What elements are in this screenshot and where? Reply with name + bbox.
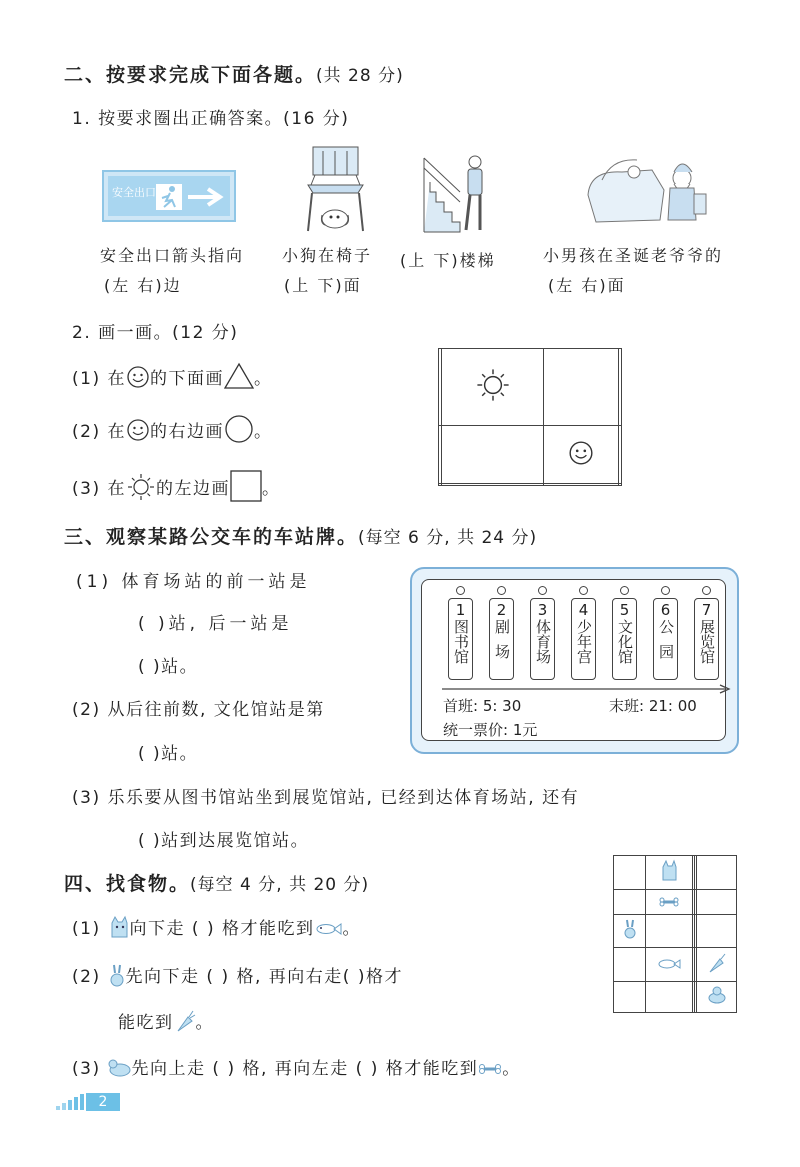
grid-cell <box>544 425 619 483</box>
bus-stop-board <box>410 567 739 754</box>
q1-title: 1. 按要求圈出正确答案。(16 分) <box>72 109 350 129</box>
grid-cell <box>441 484 544 486</box>
exit-sign-image <box>102 170 236 222</box>
fish-icon <box>657 958 681 970</box>
s3-q3-line2: ( )站到达展览馆站。 <box>138 831 310 851</box>
fare: 统一票价: 1元 <box>443 721 538 739</box>
draw-grid <box>438 348 622 486</box>
s3-q1-line2: ( )站, 后一站是 <box>138 614 293 634</box>
smiley-icon <box>568 440 594 466</box>
square-icon <box>230 470 262 502</box>
cat-icon <box>108 915 130 939</box>
s4-q2-line2: 能吃到 。 <box>118 1008 214 1033</box>
caption-2-line1: 小狗在椅子 <box>282 246 373 265</box>
sun-icon <box>475 367 511 403</box>
carrot-icon <box>174 1009 196 1033</box>
food-grid <box>613 855 737 1013</box>
section4-title: 四、找食物。(每空 4 分, 共 20 分) <box>64 873 370 895</box>
q2-item-1: (1) 在 的下面画 。 <box>72 362 273 390</box>
page-number: 2 <box>86 1093 120 1111</box>
smiley-icon <box>126 418 150 442</box>
chair-dog-image <box>298 145 373 233</box>
carrot-icon <box>707 952 727 974</box>
stairs-man-image <box>420 152 492 234</box>
grid-cell <box>441 425 544 483</box>
stop-card: 6 公园 <box>653 598 678 680</box>
rabbit-icon <box>622 918 638 940</box>
s3-q3-line1: (3) 乐乐要从图书馆站坐到展览馆站, 已经到达体育场站, 还有 <box>72 788 580 808</box>
bone-icon <box>478 1063 502 1075</box>
cat-icon <box>660 859 678 881</box>
stop-card: 4 少年宫 <box>571 598 596 680</box>
circle-icon <box>224 415 254 443</box>
stop-card: 3 体育场 <box>530 598 555 680</box>
bed-santa-image <box>582 150 710 230</box>
s3-q2-line1: (2) 从后往前数, 文化馆站是第 <box>72 700 325 720</box>
s4-q1: (1) 向下走 ( ) 格才能吃到 。 <box>72 914 361 939</box>
q2-item-2: (2) 在 的右边画 。 <box>72 415 273 443</box>
caption-4-line2: (左 右)面 <box>548 276 626 295</box>
grid-cell <box>544 349 619 426</box>
s3-q1-line3: ( )站。 <box>138 657 199 677</box>
grid-cell <box>619 425 622 483</box>
triangle-icon <box>224 362 254 390</box>
caption-2-line2: (上 下)面 <box>284 276 362 295</box>
stop-card: 2 剧场 <box>489 598 514 680</box>
exit-sign-text: 安全出口 <box>112 186 156 199</box>
route-arrow <box>442 684 732 694</box>
grid-cell <box>441 349 544 426</box>
caption-1-line2: (左 右)边 <box>104 276 182 295</box>
stop-card: 7 展览馆 <box>694 598 719 680</box>
caption-3-line1: (上 下)楼梯 <box>400 251 496 270</box>
s3-q2-line2: ( )站。 <box>138 744 199 764</box>
stop-card: 5 文化馆 <box>612 598 637 680</box>
section3-title: 三、观察某路公交车的车站牌。(每空 6 分, 共 24 分) <box>64 526 538 548</box>
dog-icon <box>108 1058 132 1078</box>
bus-stop-board-inner <box>421 579 726 741</box>
last-bus-time: 末班: 21: 00 <box>609 697 697 715</box>
first-bus-time: 首班: 5: 30 <box>443 697 522 715</box>
s4-q3: (3) 先向上走 ( ) 格, 再向左走 ( ) 格才能吃到 。 <box>72 1059 521 1079</box>
sun-icon <box>126 473 156 501</box>
caption-1-line1: 安全出口箭头指向 <box>100 246 245 265</box>
smiley-icon <box>126 365 150 389</box>
s4-q2-line1: (2) 先向下走 ( ) 格, 再向右走( )格才 <box>72 962 403 987</box>
q2-title: 2. 画一画。(12 分) <box>72 323 239 343</box>
bone-icon <box>659 897 679 907</box>
grid-cell <box>619 484 622 486</box>
section2-title: 二、按要求完成下面各题。(共 28 分) <box>64 64 404 86</box>
s3-q1-line1: (1) 体育场站的前一站是 <box>76 572 311 592</box>
grid-cell <box>619 349 622 426</box>
caption-4-line1: 小男孩在圣诞老爷爷的 <box>543 246 724 265</box>
signal-bars-icon <box>56 1094 86 1110</box>
fish-icon <box>314 922 342 936</box>
stop-card: 1 图书馆 <box>448 598 473 680</box>
q2-item-3: (3) 在 的左边画 。 <box>72 470 281 502</box>
rabbit-icon <box>108 963 126 987</box>
grid-cell <box>544 484 619 486</box>
dog-icon <box>707 985 727 1005</box>
